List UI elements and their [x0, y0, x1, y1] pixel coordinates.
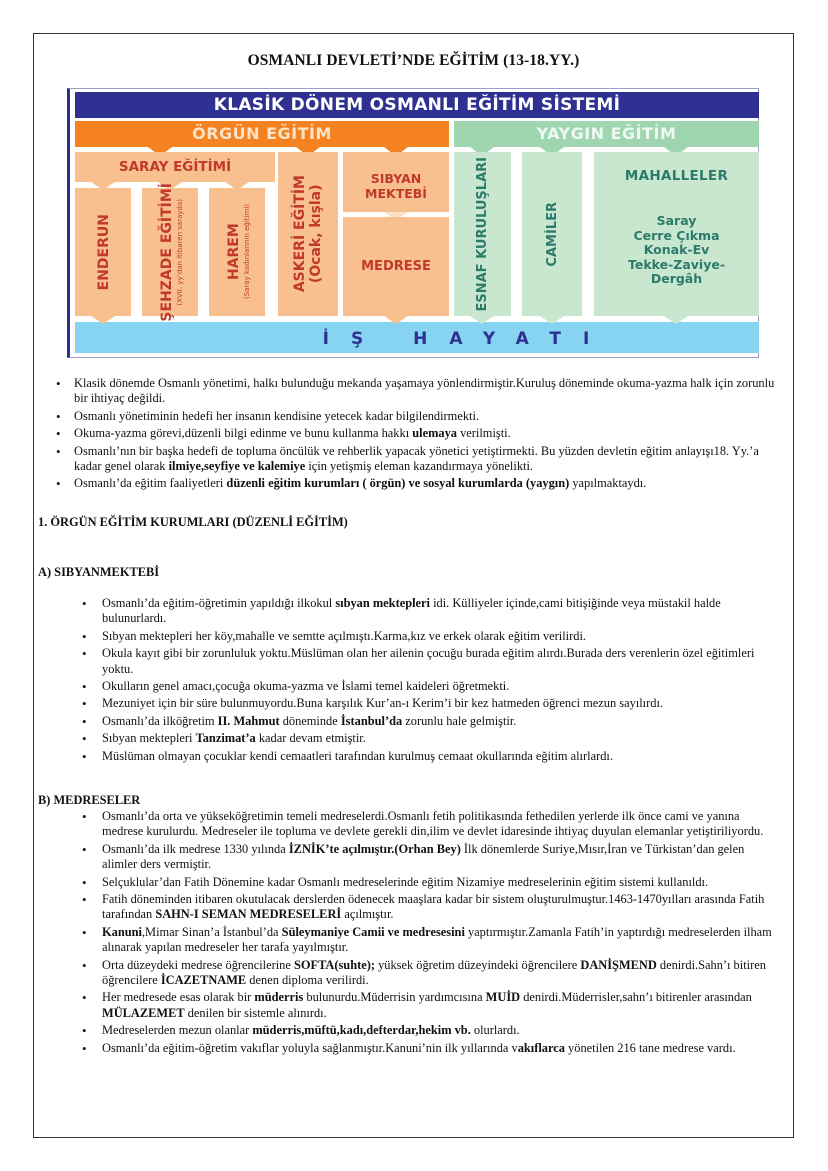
mahalle-item: Tekke-Zaviye-: [627, 256, 726, 272]
harem-sublabel: (Saray kadınlarının eğitimi): [242, 204, 251, 300]
sehzade-label: ŞEHZADE EĞİTİMİ: [158, 182, 175, 322]
arrow-down-icon: [540, 316, 564, 324]
bullet-item: • Osmanlı’da eğitim-öğretimin yapıldığı ilkokul sıbyan mektepleri idi. Külliyeler içinde,cami bitişiğinde veya müstakil halde bulunurlardı.: [78, 596, 773, 627]
bullet-item: • Osmanlı’da ilk medrese 1330 yılında İZNİK’te açılmıştır.(Orhan Bey) İlk dönemlerde Suriye,Mısır,İran ve Türkistan’dan gelen alimler ders vermiştir.: [78, 842, 773, 873]
sibyan-label-line1: SIBYAN: [370, 171, 422, 186]
sibyan-mektebi-box: [343, 152, 449, 212]
bullet-item: • Okulların genel amacı,çocuğa okuma-yazma ve İslami temel kaideleri öğretmekti.: [78, 679, 773, 694]
bullet-item: • Müslüman olmayan çocuklar kendi cemaatleri tarafından kurulmuş cemaat okullarında eğitim alırlardı.: [78, 749, 773, 764]
arrow-down-icon: [470, 316, 494, 324]
bullet-item: • Klasik dönemde Osmanlı yönetimi, halkı bulunduğu mekanda yaşamaya yönlendirmiştir.Kuruluş döneminde okuma-yazma halk için zorunlu bir ihtiyaç değildi.: [52, 376, 777, 407]
document-title: OSMANLI DEVLETİ’NDE EĞİTİM (13-18.YY.): [247, 52, 580, 69]
section-b-bullet-list: [78, 809, 773, 1056]
mahalle-items: [594, 214, 759, 287]
harem-box: [209, 188, 265, 316]
esnaf-kuruluslari-box: [454, 152, 511, 316]
askeri-sublabel: (Ocak, kışla): [308, 184, 324, 284]
mahalle-item: Saray: [656, 213, 697, 228]
bullet-item: • Selçuklular’dan Fatih Dönemine kadar Osmanlı medreselerinde eğitim Nizamiye medreselerinin eğitim sistemi kullanıldı.: [78, 875, 773, 890]
section-a-bullet-list: [78, 596, 773, 764]
bullet-item: • Fatih döneminden itibaren okutulacak derslerden ödenecek maaşlara kadar bir sistem oluşturulmuştur.1463-1470yılları arasında Fatih tarafından SAHN-I SEMAN MEDRESELERİ açılmıştır.: [78, 892, 773, 923]
enderun-box: [75, 188, 131, 316]
section-b-heading: B) MEDRESELER: [38, 793, 141, 807]
bullet-item: • Osmanlı’da eğitim-öğretim vakıflar yoluyla sağlanmıştır.Kanuni’nin ilk yıllarında vakıflarca yönetilen 216 tane medrese vardı.: [78, 1041, 773, 1056]
bullet-item: • Okuma-yazma görevi,düzenli bilgi edinme ve bunu kullanma hakkı ulemaya verilmişti.: [52, 426, 777, 441]
askeri-label: ASKERİ EĞİTİM: [292, 175, 308, 293]
bullet-item: • Okula kayıt gibi bir zorunluluk yoktu.Müslüman olan her ailenin çocuğu burada eğitim alırdı.Burada ders verenlerin özel eğitimleri yoktu.: [78, 646, 773, 677]
intro-bullet-list: [52, 376, 777, 492]
mahalle-item: Konak-Ev: [643, 242, 710, 257]
section-1-heading: 1. ÖRGÜN EĞİTİM KURUMLARI (DÜZENLİ EĞİTİM): [38, 515, 348, 529]
bullet-item: • Osmanlı’da ilköğretim II. Mahmut döneminde İstanbul’da zorunlu hale gelmiştir.: [78, 714, 773, 729]
camiler-box: [522, 152, 582, 316]
mahalleler-label: MAHALLELER: [624, 168, 729, 184]
enderun-label: ENDERUN: [95, 213, 112, 291]
mahalleler-box: [594, 152, 759, 316]
mahalle-item: Dergâh: [650, 271, 703, 286]
arrow-down-icon: [384, 316, 408, 324]
bullet-item: • Her medresede esas olarak bir müderris bulunurdu.Müderrisin yardımcısına MUİD denirdi.Müderrisler,sahn’ı bitirenler arasından MÜLAZEMET denilen bir sistemle alınırdı.: [78, 990, 773, 1021]
arrow-down-icon: [664, 316, 688, 324]
is-hayati-banner: İŞ HAYATI: [75, 322, 759, 353]
yaygin-egitim-banner: YAYGIN EĞİTİM: [454, 121, 759, 147]
arrow-down-icon: [91, 316, 115, 324]
bullet-item: • Medreselerden mezun olanlar müderris,müftü,kadı,defterdar,hekim vb. olurlardı.: [78, 1023, 773, 1038]
section-a: [78, 596, 773, 766]
intro-section: [52, 376, 777, 494]
section-b: [78, 809, 773, 1058]
education-system-diagram: [67, 88, 759, 358]
esnaf-label: ESNAF KURULUŞLARI: [475, 156, 490, 312]
askeri-egitim-box: [278, 152, 338, 316]
bullet-item: • Orta düzeydeki medrese öğrencilerine SOFTA(suhte); yüksek öğretim düzeyindeki öğrencilere DANİŞMEND denirdi.Sahn’ı bitiren öğrencilere İCAZETNAME denen diploma verilirdi.: [78, 958, 773, 989]
saray-egitimi-box: SARAY EĞİTİMİ: [75, 152, 275, 182]
bullet-item: • Kanuni,Mimar Sinan’a İstanbul’da Süleymaniye Camii ve medresesini yaptırmıştır.Zamanla Fatih’in yaptırdığı medreselerden ilham alınarak yapılan medreseler her tarafa yayılmıştır.: [78, 925, 773, 956]
bullet-item: • Sıbyan mektepleri Tanzimat’a kadar devam etmiştir.: [78, 731, 773, 746]
harem-label: HAREM: [225, 223, 242, 281]
bullet-item: • Osmanlı’da orta ve yükseköğretimin temeli medreselerdi.Osmanlı fetih politikasında fethedilen yerlerde ilk önce cami ve yanına medrese kurulurdu. Medreseler ile topluma ve devlete gerekli din,ilim ve devlet idaresinde ihtiyaç duyulan elemanlar yetiştiriliyordu.: [78, 809, 773, 840]
bullet-item: • Osmanlı yönetiminin hedefi her insanın kendisine yetecek kadar bilgilendirmekti.: [52, 409, 777, 424]
bullet-item: • Osmanlı’da eğitim faaliyetleri düzenli eğitim kurumları ( örgün) ve sosyal kurumlarda (yaygın) yapılmaktaydı.: [52, 476, 777, 491]
medrese-box: MEDRESE: [343, 217, 449, 316]
mahalle-item: Cerre Çıkma: [633, 227, 720, 243]
bullet-item: • Osmanlı’nın bir başka hedefi de topluma öncülük ve rehberlik yapacak yönetici yetiştirmekti. Bu yüzden devletin eğitim anlayışı18. Yy.’a kadar genel olarak ilmiye,seyfiye ve kalemiye için yetişmiş eleman kazandırmaya yönelikti.: [52, 444, 777, 475]
sibyan-label-line2: MEKTEBİ: [365, 186, 427, 201]
bullet-item: • Mezuniyet için bir süre bulunmuyordu.Buna karşılık Kur’an-ı Kerim’i bir kez hatmeden öğrenci mezun sayılırdı.: [78, 696, 773, 711]
bullet-item: • Sıbyan mektepleri her köy,mahalle ve semtte açılmıştı.Karma,kız ve erkek olarak eğitim verilirdi.: [78, 629, 773, 644]
diagram-header: KLASİK DÖNEM OSMANLI EĞİTİM SİSTEMİ: [75, 92, 759, 118]
sehzade-sublabel: (XVII. yy’dan itibaren sarayda): [175, 198, 184, 306]
camiler-label: CAMİLER: [544, 201, 560, 267]
sehzade-egitimi-box: [142, 182, 198, 322]
section-a-heading: A) SIBYANMEKTEBİ: [38, 565, 160, 579]
orgun-egitim-banner: ÖRGÜN EĞİTİM: [75, 121, 449, 147]
